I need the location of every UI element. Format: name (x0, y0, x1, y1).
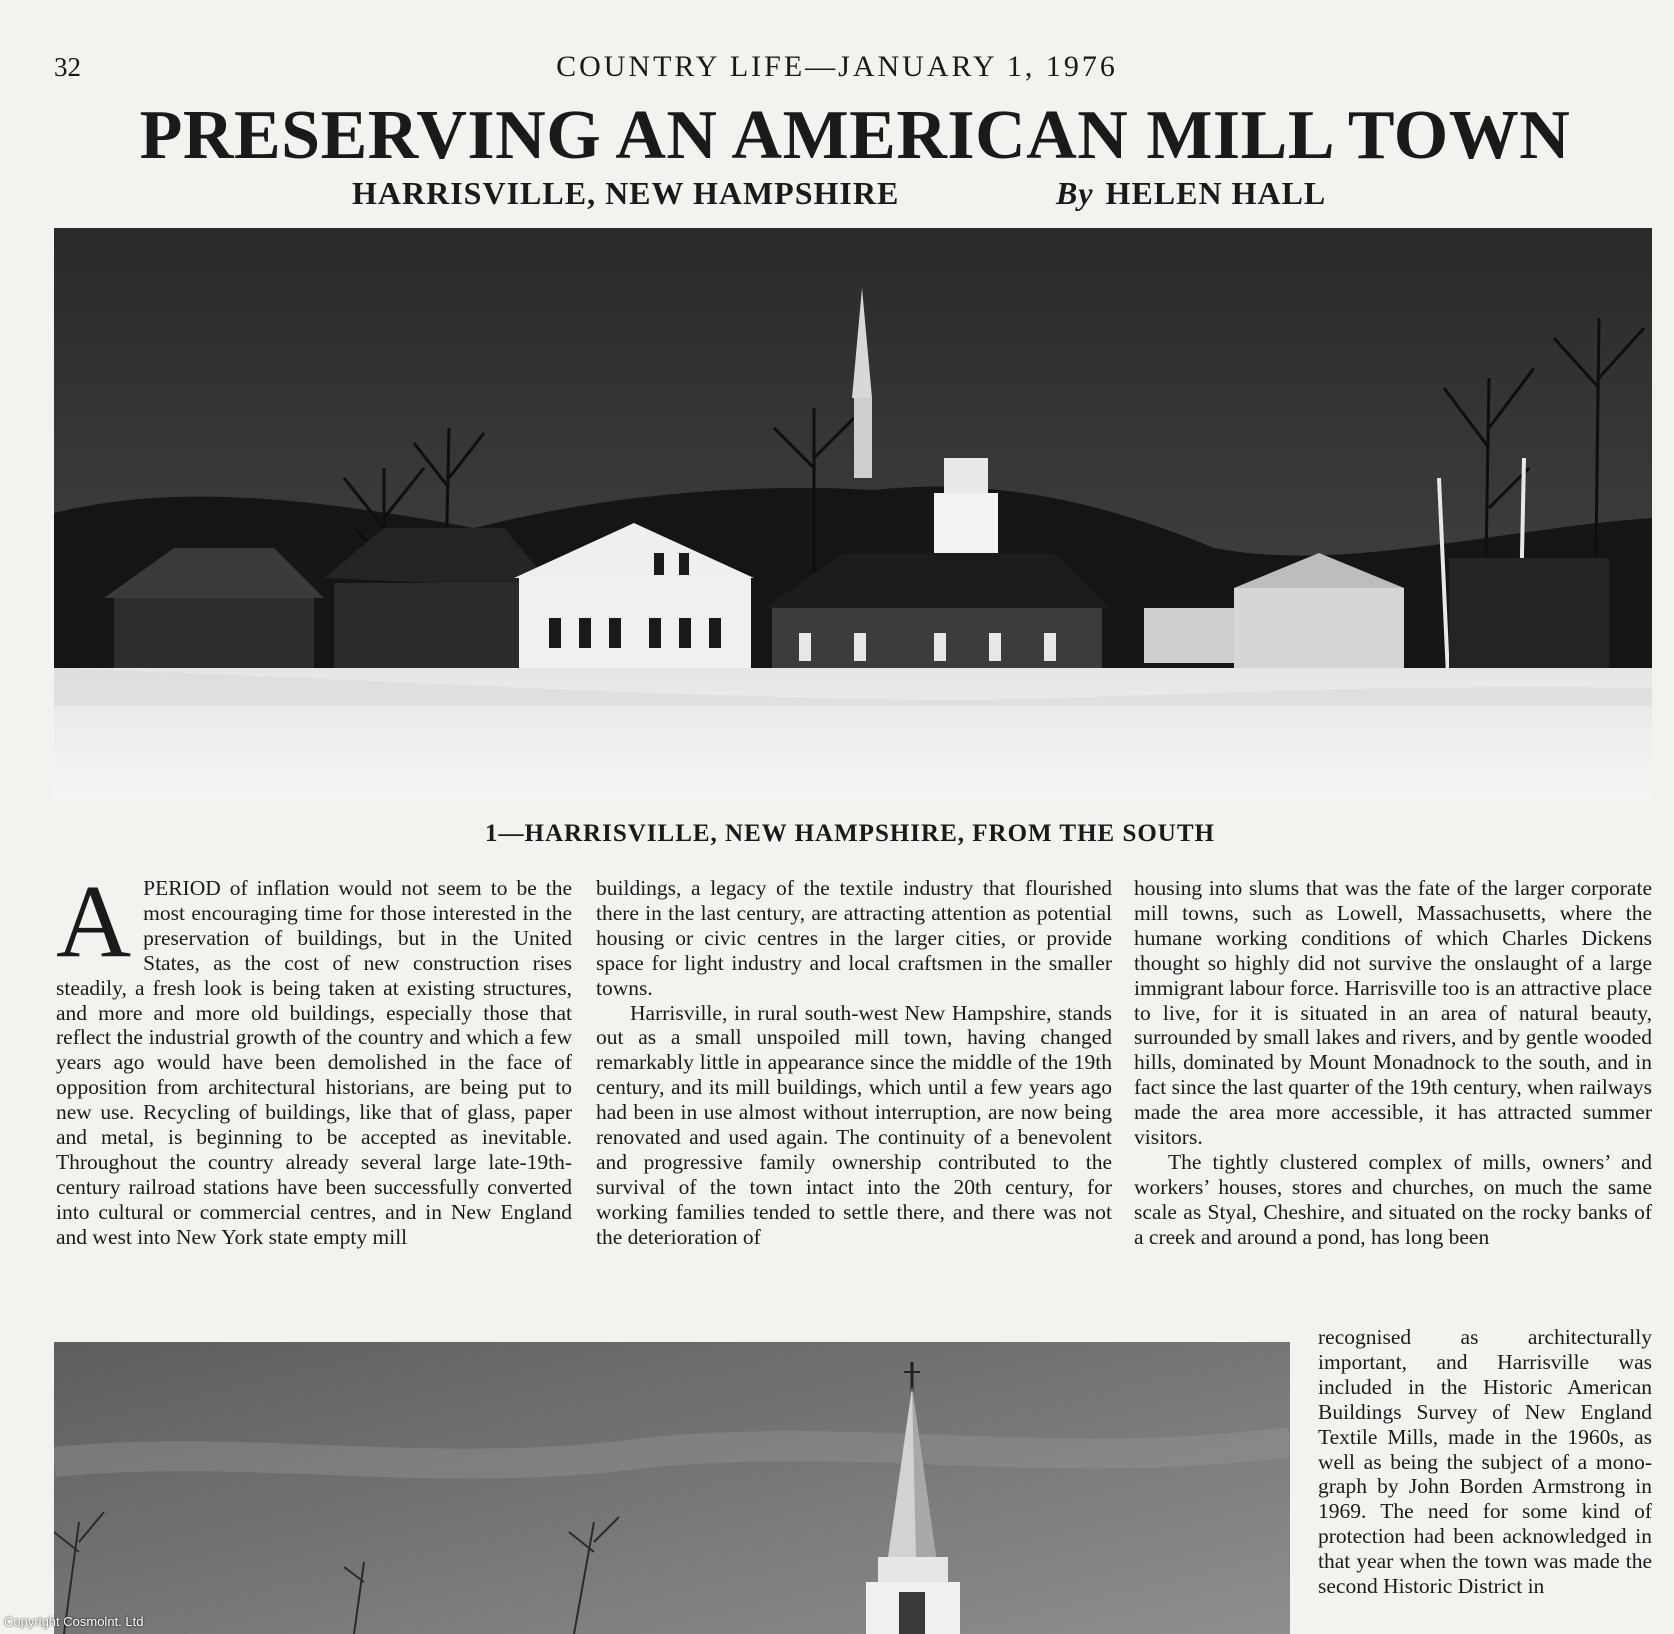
paragraph: buildings, a legacy of the textile industry that flourished there in the last century, are attracting attention as potential housing or civic centres in the larger cities, or provide space for light industry and local craftsmen in the smaller towns. (596, 876, 1112, 1000)
author-name: HELEN HALL (1105, 175, 1327, 211)
photo-church-steeple (54, 1342, 1290, 1634)
paragraph: recognised as architecturally important, and Harrisville was included in the Historic American Buildings Survey of New England Textile Mills, made in the 1960s, as well as being the subject of a monograph by John Borden Armstrong in 1969. The need for some kind of protection had been acknowledged in that year when the town was made the second Historic District in (1318, 1325, 1652, 1599)
text-column-2 (596, 876, 1112, 1250)
steeple-illustration (54, 1342, 1290, 1634)
copyright-watermark: Copyright Cosmolnt. Ltd (4, 1614, 144, 1629)
paragraph: housing into slums that was the fate of the larger corporate mill towns, such as Lowell, Massachusetts, where the humane working conditions of which Charles Dickens thought so highly did not survive the onslaught of a large immigrant labour force. Harrisville too is an attractive place to live, for it is situated in an area of natural beauty, surrounded by small lakes and rivers, and by gentle wooded hills, dominated by Mount Monadnock to the south, and in fact since the last quarter of the 19th century, when railways made the area more accessible, it has attracted summer visitors. (1134, 876, 1652, 1150)
byline-prefix: By (1056, 175, 1094, 211)
text-column-4 (1318, 1325, 1652, 1599)
drop-cap: A (56, 864, 132, 979)
photo-harrisville-from-south (54, 228, 1652, 802)
village-scene-illustration (54, 228, 1652, 802)
article-subtitle: HARRISVILLE, NEW HAMPSHIRE (352, 175, 900, 211)
byline (1056, 175, 1326, 212)
paragraph: PERIOD of inflation would not seem to be the most encouraging time for those interested in the preservation of buildings, but in the United States, as the cost of new construction rises steadily, a fresh look is being taken at existing structures, and more and more old buildings, especially those that reflect the industrial growth of the country and which a few years ago would have been demolished in the face of opposition from architectural historians, are being put to new use. Recycling of buildings, like that of glass, paper and metal, is beginning to be accepted as inevitable. Throughout the country already several large late-19th-century railroad stations have been successfully converted into cultural or commercial centres, and in New England and west into New York state empty mill (56, 876, 572, 1249)
running-head: COUNTRY LIFE—JANUARY 1, 1976 (556, 50, 1118, 83)
page-number: 32 (54, 52, 81, 82)
article-title: PRESERVING AN AMERICAN MILL TOWN (139, 97, 1571, 174)
text-column-1 (56, 864, 572, 1250)
figure-caption: 1—HARRISVILLE, NEW HAMPSHIRE, FROM THE SOUTH (485, 820, 1215, 847)
text-column-3 (1134, 876, 1652, 1250)
paragraph: Harrisville, in rural south-west New Hampshire, stands out as a small unspoiled mill town, having changed remarkably little in appearance since the middle of the 19th century, and its mill buildings, which until a few years ago had been in use almost without interruption, are now being renovated and used again. The continuity of a benevolent and progressive family ownership contributed to the survival of the town intact into the 20th century, for working families tended to settle there, and there was not the deterioration of (596, 1000, 1112, 1249)
paragraph: The tightly clustered complex of mills, owners’ and workers’ houses, stores and churches, on much the same scale as Styal, Cheshire, and situated on the rocky banks of a creek and around a pond, has long been (1134, 1149, 1652, 1249)
